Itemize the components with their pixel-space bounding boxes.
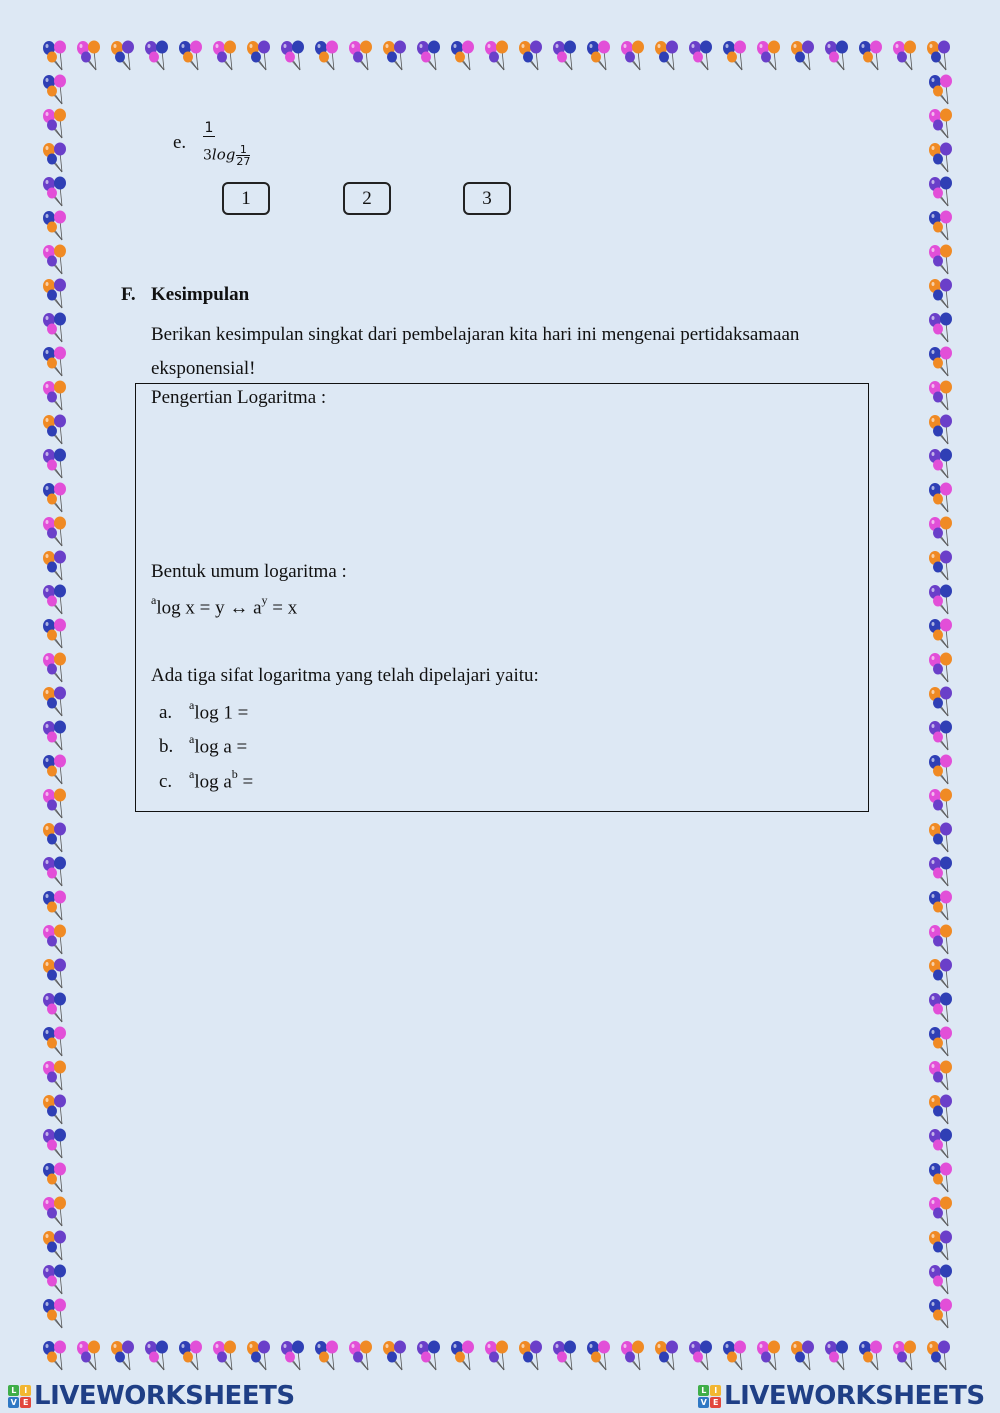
property-base: a [189,732,195,746]
formula-base-sup: a [151,593,157,607]
liveworksheets-logo-right[interactable] [698,1381,985,1411]
brand-text: LIVEWORKSHEETS [34,1381,295,1411]
log-arg-numerator: 1 [236,144,250,156]
log-word: log [211,145,236,164]
general-form-formula [151,595,297,619]
property-tail: = [237,771,254,793]
section-instructions: Berikan kesimpulan singkat dari pembelajaran kita hari ini mengenai pertidaksamaan eksponensial! [151,324,800,379]
properties-intro: Ada tiga sifat logaritma yang telah dipelajari yaitu: [151,665,539,686]
question-e-letter: e. [173,132,187,153]
property-base: a [189,698,195,712]
liveworksheets-logo-left[interactable] [8,1381,295,1411]
fraction-bar [203,136,215,137]
formula-exp-sup: y [261,593,268,607]
property-item [159,769,253,793]
formula-part2: = x [267,597,298,619]
question-e-log-expression [203,144,250,167]
property-label: a. [159,702,173,724]
property-label: b. [159,736,174,758]
question-e-top-fraction [203,120,215,137]
formula-part1: log x = y ↔ a [156,597,262,619]
summary-box[interactable] [135,383,869,812]
question-e-numerator: 1 [204,120,214,136]
definition-label: Pengertian Logaritma : [151,387,327,408]
general-form-label: Bentuk umum logaritma : [151,561,347,582]
property-text: log a = [194,736,248,758]
answer-option-3[interactable]: 3 [463,182,511,215]
log-arg-denominator: 27 [236,155,251,168]
section-title: Kesimpulan [151,284,250,305]
answer-option-2[interactable]: 2 [343,182,391,215]
log-base: 3 [203,147,212,164]
liveworksheets-mark-icon: L I V E [8,1385,31,1408]
property-text: log 1 = [194,702,249,724]
property-base: a [189,767,195,781]
log-argument-fraction [236,144,250,167]
property-text: log a [194,771,232,793]
section-heading [121,284,249,306]
answer-option-1[interactable]: 1 [222,182,270,215]
property-item [159,700,248,724]
property-label: c. [159,771,173,793]
liveworksheets-mark-icon: L I V E [698,1385,721,1408]
property-exponent: b [231,767,238,781]
section-number: F. [121,284,136,305]
brand-text: LIVEWORKSHEETS [724,1381,985,1411]
property-item [159,734,247,758]
